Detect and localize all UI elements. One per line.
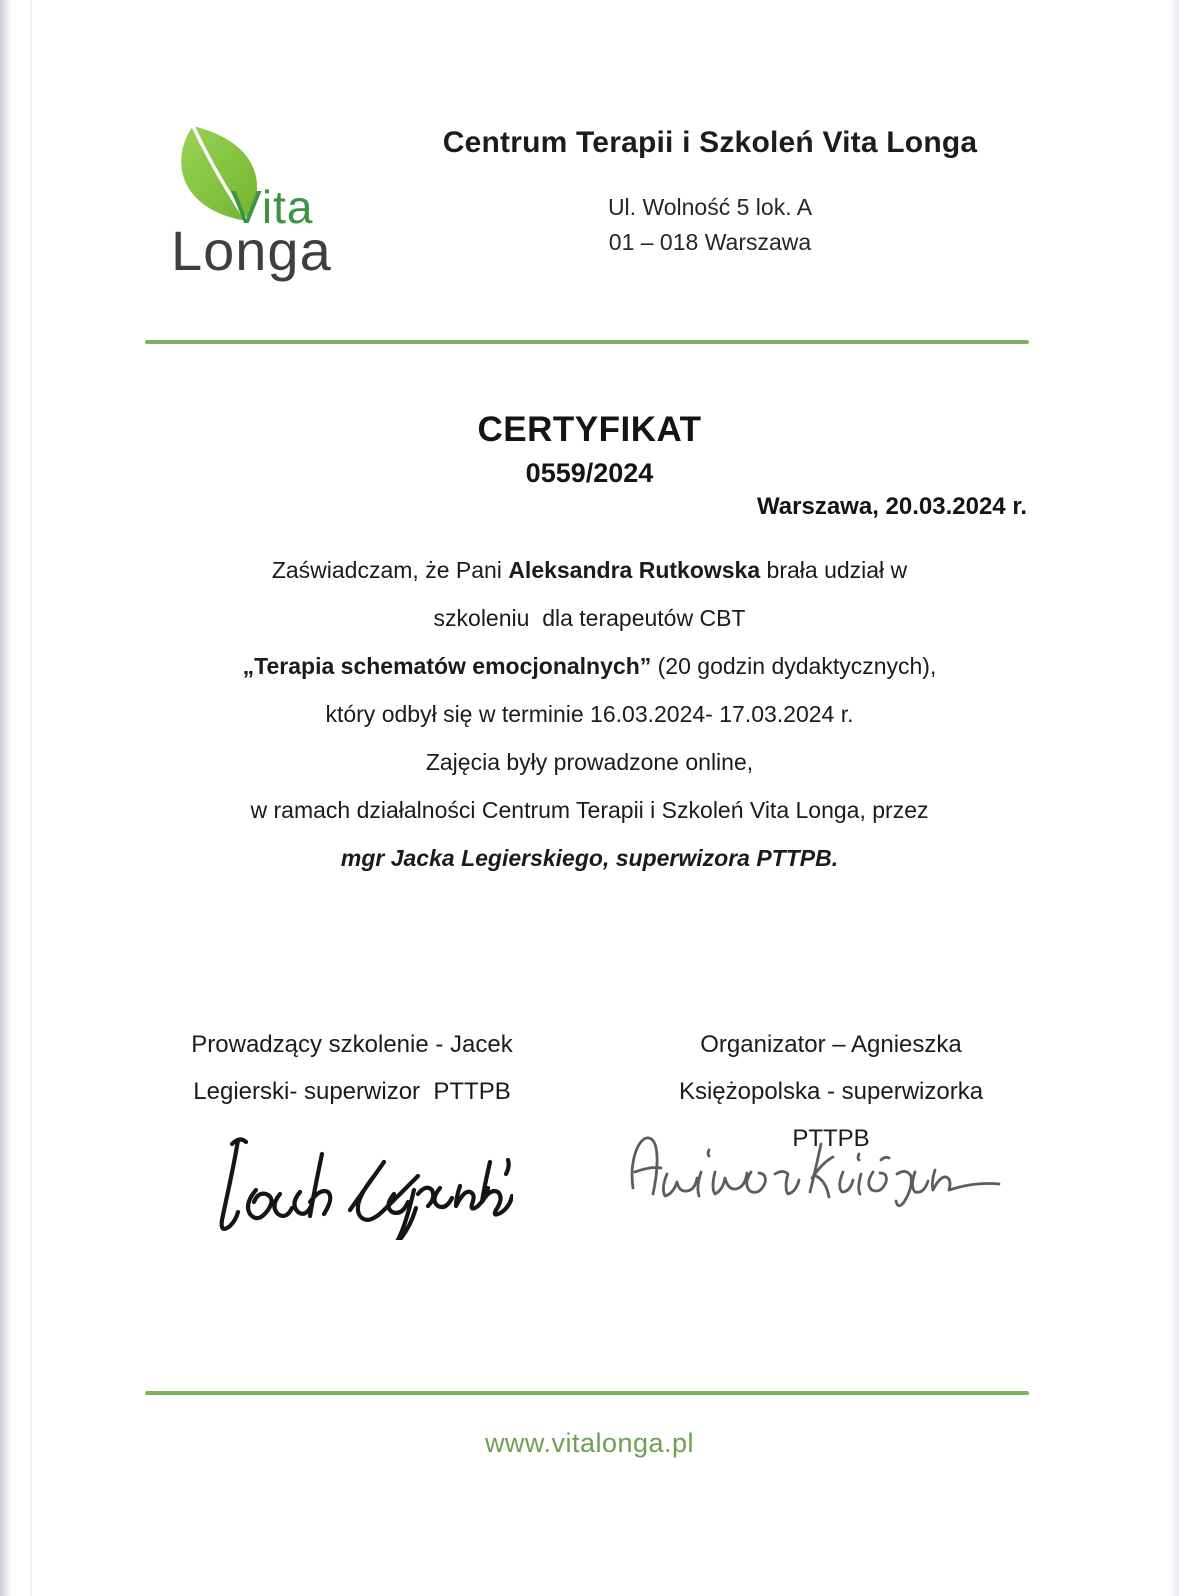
trainer-signature-label <box>168 1021 536 1115</box>
place-and-date: Warszawa, 20.03.2024 r. <box>757 493 1027 520</box>
certificate-body <box>0 546 1179 882</box>
body-line-4: który odbył się w terminie 16.03.2024- 17.03.2024 r. <box>325 701 854 727</box>
header-block <box>425 126 995 260</box>
website-url: www.vitalonga.pl <box>484 1428 695 1458</box>
logo-word-vita: Vita <box>231 181 314 233</box>
body-line-1 <box>0 546 1179 594</box>
certificate-title: CERTYFIKAT <box>477 410 702 449</box>
address-line-2: 01 – 018 Warszawa <box>608 229 812 255</box>
vita-longa-logo <box>163 116 375 294</box>
participant-name: Aleksandra Rutkowska <box>508 557 761 583</box>
bottom-separator-line <box>145 1391 1029 1395</box>
organizer-label-line-1: Organizator – Agnieszka <box>700 1031 962 1058</box>
training-title: „Terapia schematów emocjonalnych” <box>242 653 652 679</box>
top-separator-line <box>145 340 1029 344</box>
address-line-1: Ul. Wolność 5 lok. A <box>607 194 813 220</box>
trainer-name: mgr Jacka Legierskiego, superwizora PTTPB. <box>340 845 839 871</box>
body-line-3: „Terapia schematów emocjonalnych” (20 godzin dydaktycznych), <box>242 653 937 679</box>
body-line-1-suffix: brała udział w <box>760 557 908 583</box>
trainer-label-line-2: Legierski- superwizor PTTPB <box>193 1078 511 1105</box>
body-line-6: w ramach działalności Centrum Terapii i Szkoleń Vita Longa, przez <box>250 797 929 823</box>
body-line-2: szkoleniu dla terapeutów CBT <box>433 605 746 631</box>
logo-word-longa: Longa <box>171 219 332 282</box>
left-signature <box>198 1128 513 1240</box>
right-signature <box>615 1126 1010 1216</box>
body-line-1-prefix: Zaświadczam, że Pani <box>271 557 509 583</box>
body-line-5: Zajęcia były prowadzone online, <box>425 749 754 775</box>
body-line-7 <box>0 834 1179 882</box>
organization-address <box>425 190 995 260</box>
trainer-label-line-1: Prowadzący szkolenie - Jacek <box>191 1031 513 1058</box>
certificate-number: 0559/2024 <box>525 458 654 488</box>
organizer-label-line-2: Księżopolska - superwizorka PTTPB <box>678 1078 990 1152</box>
organization-name: Centrum Terapii i Szkoleń Vita Longa <box>442 126 978 159</box>
